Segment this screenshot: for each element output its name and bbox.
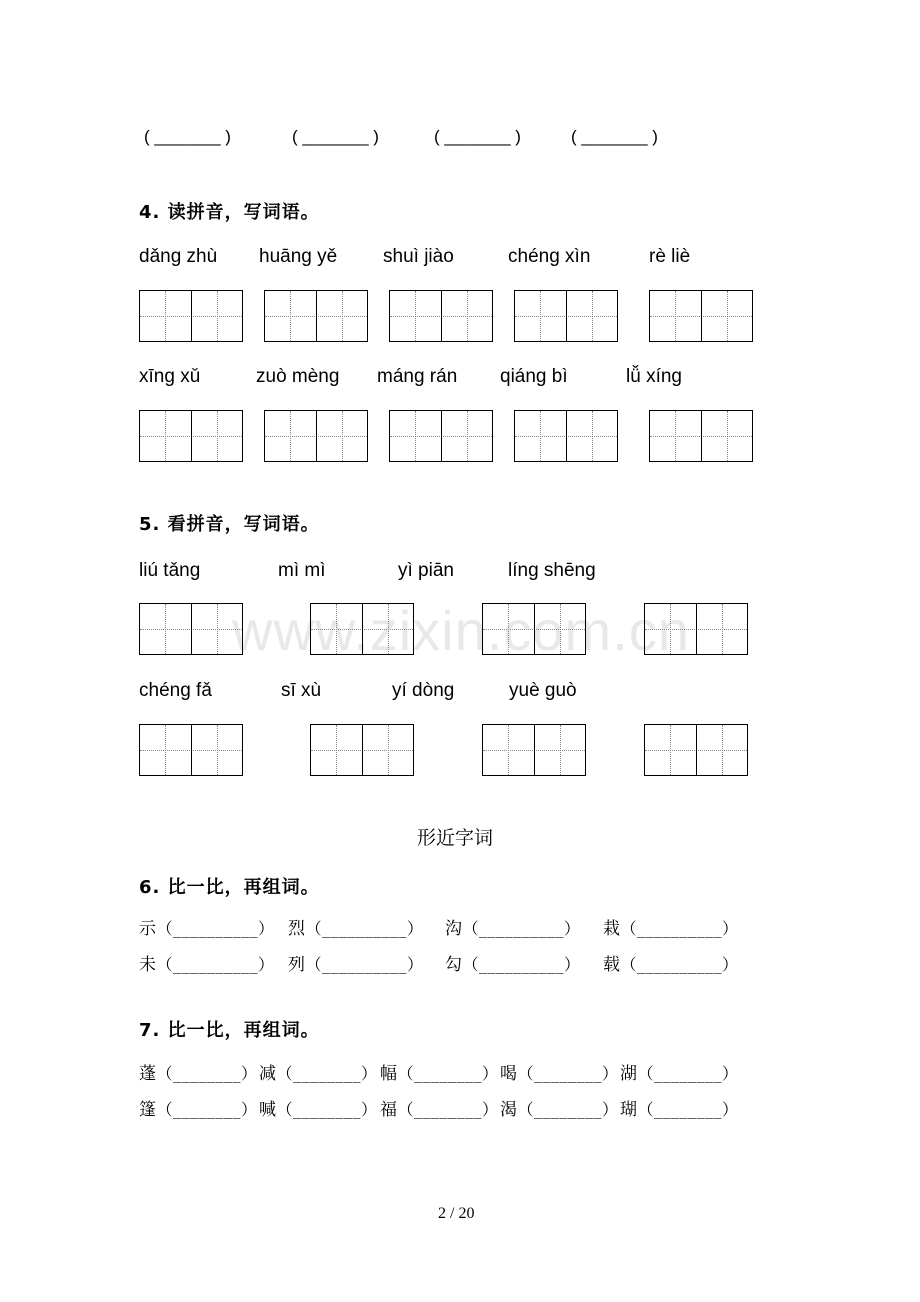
pinyin-label: lǚ xíng xyxy=(626,366,682,387)
writing-grid[interactable] xyxy=(514,410,618,462)
pinyin-label: xīng xǔ xyxy=(139,366,201,387)
compare-item: 栽（__________） xyxy=(603,919,739,939)
answer-blank[interactable]: ( _______ ) xyxy=(144,127,231,146)
writing-grid[interactable] xyxy=(514,290,618,342)
answer-blank[interactable]: （__________） xyxy=(156,919,275,938)
question-5-title: 5. 看拼音，写词语。 xyxy=(139,514,320,535)
compare-item: 沟（__________） xyxy=(445,919,581,939)
compare-item: 减（________） xyxy=(259,1064,378,1084)
writing-grid[interactable] xyxy=(649,290,753,342)
answer-blank[interactable]: （________） xyxy=(156,1064,258,1083)
answer-blank[interactable]: （________） xyxy=(637,1100,739,1119)
section-heading: 形近字词 xyxy=(417,827,494,849)
writing-grid[interactable] xyxy=(310,603,414,655)
compare-item: 渴（________） xyxy=(500,1100,619,1120)
question-7-title: 7. 比一比，再组词。 xyxy=(139,1020,320,1041)
pinyin-label: yì piān xyxy=(398,560,454,581)
writing-grid[interactable] xyxy=(139,290,243,342)
answer-blank[interactable]: （________） xyxy=(517,1100,619,1119)
writing-grid[interactable] xyxy=(264,410,368,462)
compare-item: 喊（________） xyxy=(259,1100,378,1120)
compare-item: 喝（________） xyxy=(500,1064,619,1084)
pinyin-label: yí dòng xyxy=(392,680,455,701)
pinyin-label: chéng fǎ xyxy=(139,680,212,701)
compare-item: 勾（__________） xyxy=(445,955,581,975)
answer-blank[interactable]: （________） xyxy=(156,1100,258,1119)
answer-blank[interactable]: （__________） xyxy=(305,919,424,938)
answer-blank[interactable]: ( _______ ) xyxy=(434,127,521,146)
compare-item: 篷（________） xyxy=(139,1100,258,1120)
writing-grid[interactable] xyxy=(310,724,414,776)
pinyin-label: líng shēng xyxy=(508,560,596,581)
writing-grid[interactable] xyxy=(649,410,753,462)
answer-blank[interactable]: （________） xyxy=(276,1100,378,1119)
watermark: www.zixin.com.cn xyxy=(232,599,690,662)
answer-blank[interactable]: （__________） xyxy=(620,919,739,938)
writing-grid[interactable] xyxy=(644,603,748,655)
pinyin-label: dǎng zhù xyxy=(139,246,218,267)
writing-grid[interactable] xyxy=(139,603,243,655)
answer-blank[interactable]: （__________） xyxy=(305,955,424,974)
answer-blank[interactable]: （________） xyxy=(397,1064,499,1083)
writing-grid[interactable] xyxy=(482,724,586,776)
answer-blank[interactable]: （________） xyxy=(397,1100,499,1119)
writing-grid[interactable] xyxy=(389,410,493,462)
writing-grid[interactable] xyxy=(139,724,243,776)
page-number: 2 / 20 xyxy=(438,1205,475,1222)
answer-blank[interactable]: （__________） xyxy=(462,919,581,938)
writing-grid[interactable] xyxy=(644,724,748,776)
compare-item: 载（__________） xyxy=(603,955,739,975)
answer-blank[interactable]: （__________） xyxy=(156,955,275,974)
pinyin-label: chéng xìn xyxy=(508,246,591,267)
answer-blank[interactable]: ( _______ ) xyxy=(292,127,379,146)
pinyin-label: yuè guò xyxy=(509,680,577,701)
answer-blank[interactable]: （__________） xyxy=(620,955,739,974)
answer-blank[interactable]: ( _______ ) xyxy=(571,127,658,146)
pinyin-label: liú tǎng xyxy=(139,560,201,581)
compare-item: 未（__________） xyxy=(139,955,275,975)
pinyin-label: huāng yě xyxy=(259,246,338,267)
pinyin-label: sī xù xyxy=(281,680,322,701)
question-4-title: 4. 读拼音，写词语。 xyxy=(139,202,320,223)
pinyin-label: mì mì xyxy=(278,560,326,581)
pinyin-label: qiáng bì xyxy=(500,366,568,387)
compare-item: 蓬（________） xyxy=(139,1064,258,1084)
pinyin-label: zuò mèng xyxy=(256,366,340,387)
compare-item: 福（________） xyxy=(380,1100,499,1120)
compare-item: 示（__________） xyxy=(139,919,275,939)
pinyin-label: máng rán xyxy=(377,366,458,387)
pinyin-label: shuì jiào xyxy=(383,246,454,267)
answer-blank[interactable]: （________） xyxy=(276,1064,378,1083)
compare-item: 幅（________） xyxy=(380,1064,499,1084)
compare-item: 湖（________） xyxy=(620,1064,739,1084)
writing-grid[interactable] xyxy=(482,603,586,655)
writing-grid[interactable] xyxy=(389,290,493,342)
pinyin-label: rè liè xyxy=(649,246,691,267)
compare-item: 烈（__________） xyxy=(288,919,424,939)
answer-blank[interactable]: （________） xyxy=(517,1064,619,1083)
answer-blank[interactable]: （__________） xyxy=(462,955,581,974)
writing-grid[interactable] xyxy=(264,290,368,342)
writing-grid[interactable] xyxy=(139,410,243,462)
answer-blank[interactable]: （________） xyxy=(637,1064,739,1083)
compare-item: 列（__________） xyxy=(288,955,424,975)
compare-item: 瑚（________） xyxy=(620,1100,739,1120)
question-6-title: 6. 比一比，再组词。 xyxy=(139,877,320,898)
